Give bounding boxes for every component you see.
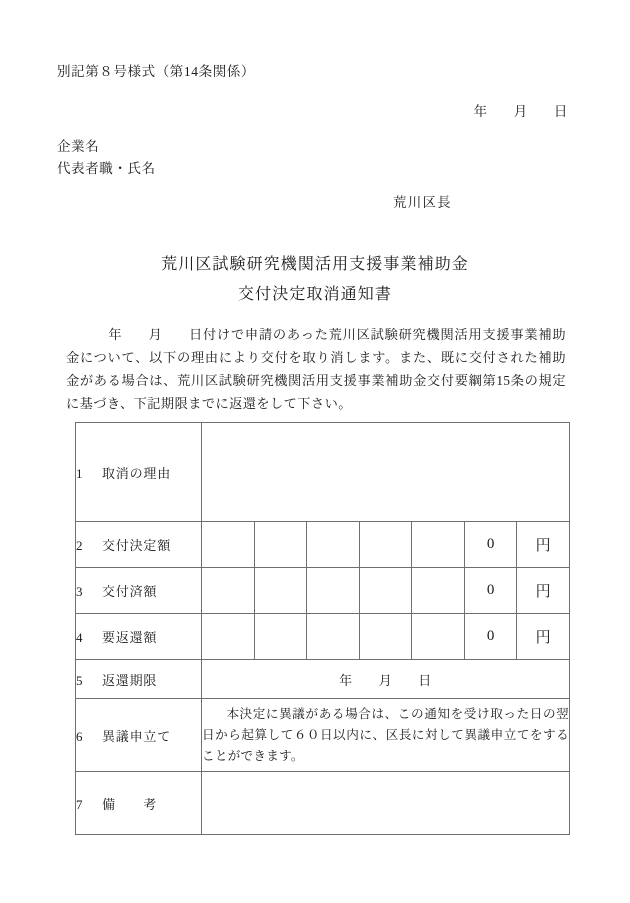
digit-cell[interactable] bbox=[254, 614, 307, 660]
row-label-reason bbox=[76, 423, 202, 522]
currency-unit: 円 bbox=[517, 568, 570, 614]
row-label-text: 要返還額 bbox=[102, 630, 158, 645]
table-row bbox=[76, 699, 570, 772]
digit-cell[interactable] bbox=[412, 522, 465, 568]
table-row bbox=[76, 522, 570, 568]
row-number: 2 bbox=[76, 538, 84, 553]
currency-unit: 円 bbox=[517, 614, 570, 660]
row-number: 4 bbox=[76, 630, 84, 645]
addressee-block bbox=[57, 136, 156, 180]
digit-cell[interactable] bbox=[202, 614, 255, 660]
row-label-text: 返還期限 bbox=[102, 672, 158, 688]
deadline-month: 月 bbox=[378, 672, 393, 688]
body-paragraph bbox=[66, 323, 566, 415]
remarks-input-cell[interactable] bbox=[202, 772, 570, 835]
amount-value[interactable]: 0 bbox=[464, 568, 517, 614]
header-date-line bbox=[474, 100, 568, 120]
header-date-year: 年 bbox=[473, 104, 488, 119]
document-title-line-1: 荒川区試験研究機関活用支援事業補助金 bbox=[161, 256, 469, 273]
appeal-notice-body: 本決定に異議がある場合は、この通知を受け取った日の翌日から起算して６０日以内に、区長に対して異議申立てをすることができます。 bbox=[202, 706, 569, 763]
deadline-year: 年 bbox=[339, 672, 353, 688]
appeal-notice-text bbox=[202, 699, 570, 772]
table-row bbox=[76, 660, 570, 699]
table-row bbox=[76, 423, 570, 522]
digit-cell[interactable] bbox=[254, 522, 307, 568]
table-row bbox=[76, 614, 570, 660]
representative-label: 代表者職・氏名 bbox=[57, 161, 156, 176]
refund-deadline-input[interactable] bbox=[202, 660, 570, 699]
row-label-appeal bbox=[76, 699, 202, 772]
row-label-text: 交付済額 bbox=[102, 584, 158, 599]
row-label-text: 備 考 bbox=[102, 796, 158, 812]
body-date-month: 月 bbox=[148, 327, 163, 342]
digit-cell[interactable] bbox=[307, 522, 360, 568]
row-label-refund-deadline bbox=[76, 660, 202, 699]
row-label-text: 交付決定額 bbox=[102, 538, 172, 553]
digit-cell[interactable] bbox=[307, 614, 360, 660]
row-label-paid-amount bbox=[76, 568, 202, 614]
body-date-year: 年 bbox=[108, 327, 123, 342]
issuer-name: 荒川区長 bbox=[393, 195, 452, 210]
row-label-text: 異議申立て bbox=[102, 728, 172, 744]
digit-cell[interactable] bbox=[254, 568, 307, 614]
document-title-line-2: 交付決定取消通知書 bbox=[238, 286, 392, 303]
digit-cell[interactable] bbox=[412, 568, 465, 614]
table-row bbox=[76, 772, 570, 835]
row-number: 3 bbox=[76, 584, 84, 599]
digit-cell[interactable] bbox=[359, 614, 412, 660]
document-title bbox=[0, 250, 630, 310]
digit-cell[interactable] bbox=[359, 568, 412, 614]
notification-table bbox=[75, 422, 570, 835]
header-date-day: 日 bbox=[553, 104, 568, 119]
row-label-text: 取消の理由 bbox=[102, 465, 172, 481]
row-label-decided-amount bbox=[76, 522, 202, 568]
row-label-remarks bbox=[76, 772, 202, 835]
row-label-refund-amount bbox=[76, 614, 202, 660]
body-date-day: 日 bbox=[188, 327, 203, 342]
currency-unit: 円 bbox=[517, 522, 570, 568]
digit-cell[interactable] bbox=[359, 522, 412, 568]
reason-input-cell[interactable] bbox=[202, 423, 570, 522]
table-row bbox=[76, 568, 570, 614]
deadline-day: 日 bbox=[418, 672, 432, 688]
digit-cell[interactable] bbox=[307, 568, 360, 614]
body-paragraph-text: 付けで申請のあった荒川区試験研究機関活用支援事業補助金について、以下の理由により交付を取り消します。また、既に交付された補助金がある場合は、荒川区試験研究機関活用支援事業補助金交付要綱第15条の規定に基づき、下記期限までに返還をして下さい。 bbox=[66, 327, 566, 411]
digit-cell[interactable] bbox=[412, 614, 465, 660]
row-number: 5 bbox=[76, 672, 84, 688]
amount-value[interactable]: 0 bbox=[464, 522, 517, 568]
form-number: 別記第８号様式（第14条関係） bbox=[57, 64, 255, 79]
row-number: 6 bbox=[76, 728, 84, 744]
row-number: 7 bbox=[76, 796, 84, 812]
amount-value[interactable]: 0 bbox=[464, 614, 517, 660]
digit-cell[interactable] bbox=[202, 522, 255, 568]
digit-cell[interactable] bbox=[202, 568, 255, 614]
row-number: 1 bbox=[76, 465, 84, 481]
company-name-label: 企業名 bbox=[57, 139, 100, 154]
header-date-month: 月 bbox=[513, 104, 528, 119]
